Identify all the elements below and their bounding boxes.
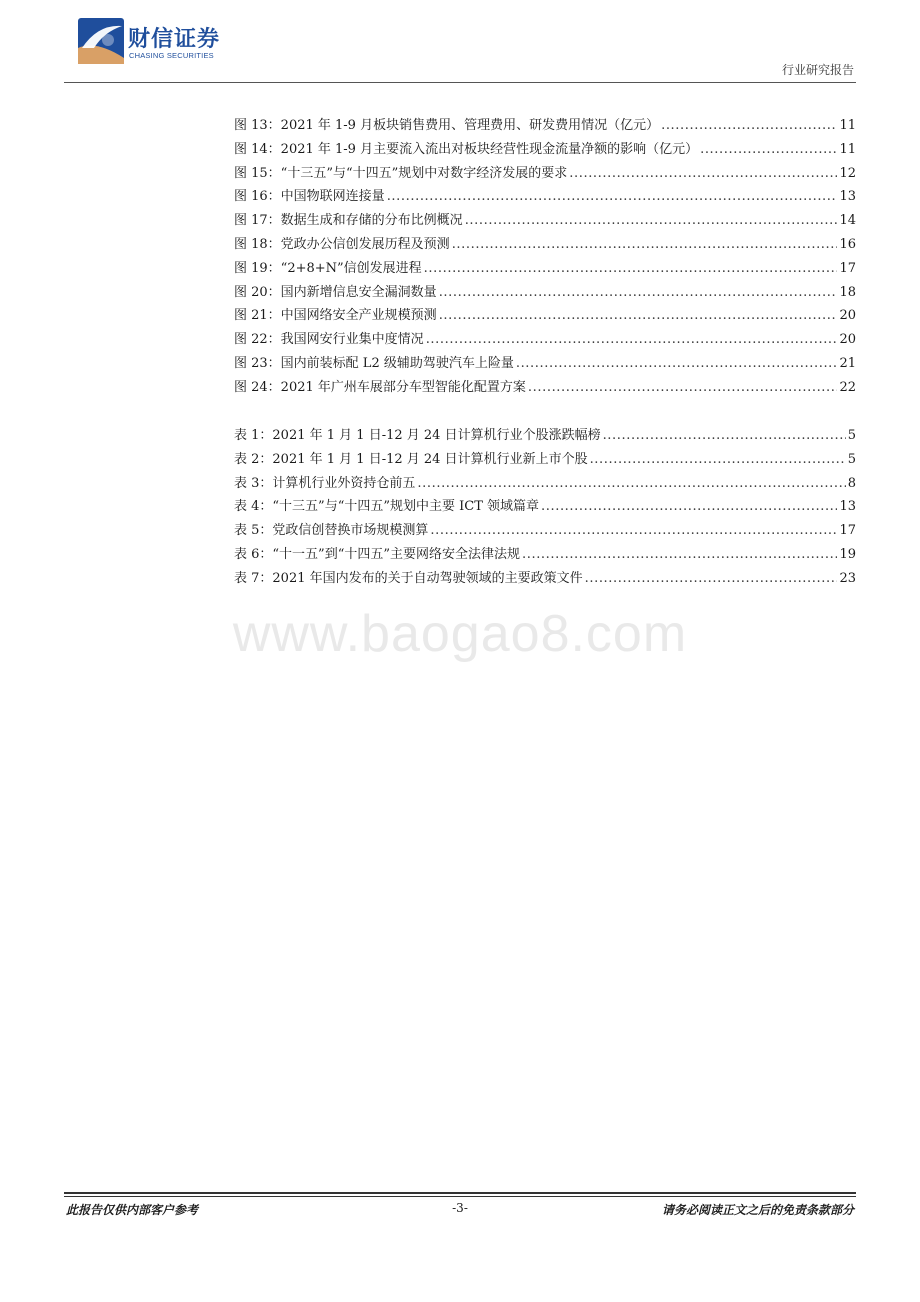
toc-entry[interactable] <box>234 519 856 543</box>
toc-entry-label: 图 18：党政办公信创发展历程及预测 <box>234 236 450 252</box>
toc-entry[interactable] <box>234 209 856 233</box>
toc-entry-label: 图 19：“2+8+N”信创发展进程 <box>234 260 422 276</box>
toc-entry[interactable] <box>234 567 856 591</box>
toc-entry-label: 表 4：“十三五”与“十四五”规划中主要 ICT 领域篇章 <box>234 499 540 515</box>
toc-entry[interactable] <box>234 138 856 162</box>
dot-leader <box>516 352 838 376</box>
toc-entry-page: 16 <box>839 236 856 252</box>
toc-entry[interactable] <box>234 304 856 328</box>
toc-entry[interactable] <box>234 281 856 305</box>
toc-entry-page: 13 <box>839 189 856 205</box>
dot-leader <box>590 448 846 472</box>
dot-leader <box>417 472 845 496</box>
toc-entry-label: 表 1：2021 年 1 月 1 日-12 月 24 日计算机行业个股涨跌幅榜 <box>234 428 601 443</box>
dot-leader <box>541 495 837 519</box>
toc-entry-label: 图 17：数据生成和存储的分布比例概况 <box>234 213 463 229</box>
page-header <box>0 0 920 90</box>
toc-entry-page: 23 <box>839 570 856 586</box>
toc-entry-page: 11 <box>839 118 856 133</box>
dot-leader <box>424 257 838 281</box>
toc-entry-label: 图 22：我国网安行业集中度情况 <box>234 332 424 348</box>
dot-leader <box>465 209 838 233</box>
toc-entry-label: 图 23：国内前装标配 L2 级辅助驾驶汽车上险量 <box>234 355 514 371</box>
toc-entry[interactable] <box>234 424 856 448</box>
dot-leader <box>522 543 837 567</box>
toc-entry[interactable] <box>234 495 856 519</box>
toc-entry-page: 19 <box>839 546 856 562</box>
toc-entry-page: 12 <box>839 165 856 181</box>
figure-list <box>234 114 856 400</box>
toc-entry[interactable] <box>234 114 856 138</box>
report-type-label: 行业研究报告 <box>781 63 854 77</box>
toc-entry-page: 11 <box>839 141 856 157</box>
toc-entry-page: 20 <box>839 308 856 324</box>
dot-leader <box>603 424 846 448</box>
dot-leader <box>439 304 838 328</box>
toc-entry-page: 22 <box>839 379 856 395</box>
toc-entry[interactable] <box>234 376 856 400</box>
toc-entry[interactable] <box>234 352 856 376</box>
footer-divider <box>64 1192 856 1194</box>
toc-entry-label: 表 7：2021 年国内发布的关于自动驾驶领域的主要政策文件 <box>234 570 583 586</box>
toc-entry-label: 表 6：“十一五”到“十四五”主要网络安全法律法规 <box>234 546 520 562</box>
toc-entry[interactable] <box>234 233 856 257</box>
table-list <box>234 424 856 591</box>
toc-entry[interactable] <box>234 448 856 472</box>
page-number: -3- <box>452 1201 468 1215</box>
toc-entry-page: 18 <box>839 284 856 300</box>
toc-entry[interactable] <box>234 543 856 567</box>
toc-entry-label: 图 20：国内新增信息安全漏洞数量 <box>234 284 437 300</box>
toc-entry-page: 17 <box>839 523 856 539</box>
dot-leader <box>661 114 837 138</box>
toc-entry-page: 17 <box>839 260 856 276</box>
logo-english-name: CHASING SECURITIES <box>129 51 214 60</box>
footer-disclaimer-right: 请务必阅读正文之后的免责条款部分 <box>661 1203 854 1217</box>
dot-leader <box>439 281 838 305</box>
dot-leader <box>426 328 838 352</box>
dot-leader <box>585 567 838 591</box>
toc-entry-page: 21 <box>839 355 856 371</box>
logo-chinese-name: 财信证券 <box>128 27 221 52</box>
dot-leader <box>387 185 838 209</box>
toc-entry[interactable] <box>234 328 856 352</box>
dot-leader <box>430 519 837 543</box>
toc-entry-label: 图 24：2021 年广州车展部分车型智能化配置方案 <box>234 379 526 395</box>
toc-entry[interactable] <box>234 162 856 186</box>
toc-entry-label: 图 13：2021 年 1-9 月板块销售费用、管理费用、研发费用情况（亿元） <box>234 118 660 133</box>
toc-entry-label: 图 15：“十三五”与“十四五”规划中对数字经济发展的要求 <box>234 165 568 181</box>
dot-leader <box>569 162 837 186</box>
watermark: www.baogao8.com <box>232 605 688 663</box>
company-logo <box>78 18 238 68</box>
toc-entry-page: 5 <box>847 451 856 467</box>
header-divider <box>64 82 856 83</box>
toc-entry-label: 图 14：2021 年 1-9 月主要流入流出对板块经营性现金流量净额的影响（亿元） <box>234 141 699 157</box>
toc-entry-page: 5 <box>847 428 856 443</box>
toc-entry-page: 13 <box>839 499 856 515</box>
toc-entry-page: 14 <box>839 213 856 229</box>
toc-entry-page: 8 <box>847 475 856 491</box>
toc-entry-label: 表 3：计算机行业外资持仓前五 <box>234 475 416 491</box>
toc-entry[interactable] <box>234 257 856 281</box>
chasing-securities-logo-icon <box>78 18 124 64</box>
toc-entry[interactable] <box>234 185 856 209</box>
toc-entry-page: 20 <box>839 332 856 348</box>
toc-entry-label: 图 16：中国物联网连接量 <box>234 189 385 205</box>
toc-entry-label: 表 5：党政信创替换市场规模测算 <box>234 523 429 539</box>
dot-leader <box>700 138 837 162</box>
dot-leader <box>528 376 838 400</box>
toc-entry-label: 表 2：2021 年 1 月 1 日-12 月 24 日计算机行业新上市个股 <box>234 451 588 467</box>
footer-disclaimer-left: 此报告仅供内部客户参考 <box>66 1203 199 1217</box>
footer-divider-thin <box>64 1196 856 1197</box>
toc-entry[interactable] <box>234 472 856 496</box>
dot-leader <box>452 233 838 257</box>
toc-entry-label: 图 21：中国网络安全产业规模预测 <box>234 308 437 324</box>
